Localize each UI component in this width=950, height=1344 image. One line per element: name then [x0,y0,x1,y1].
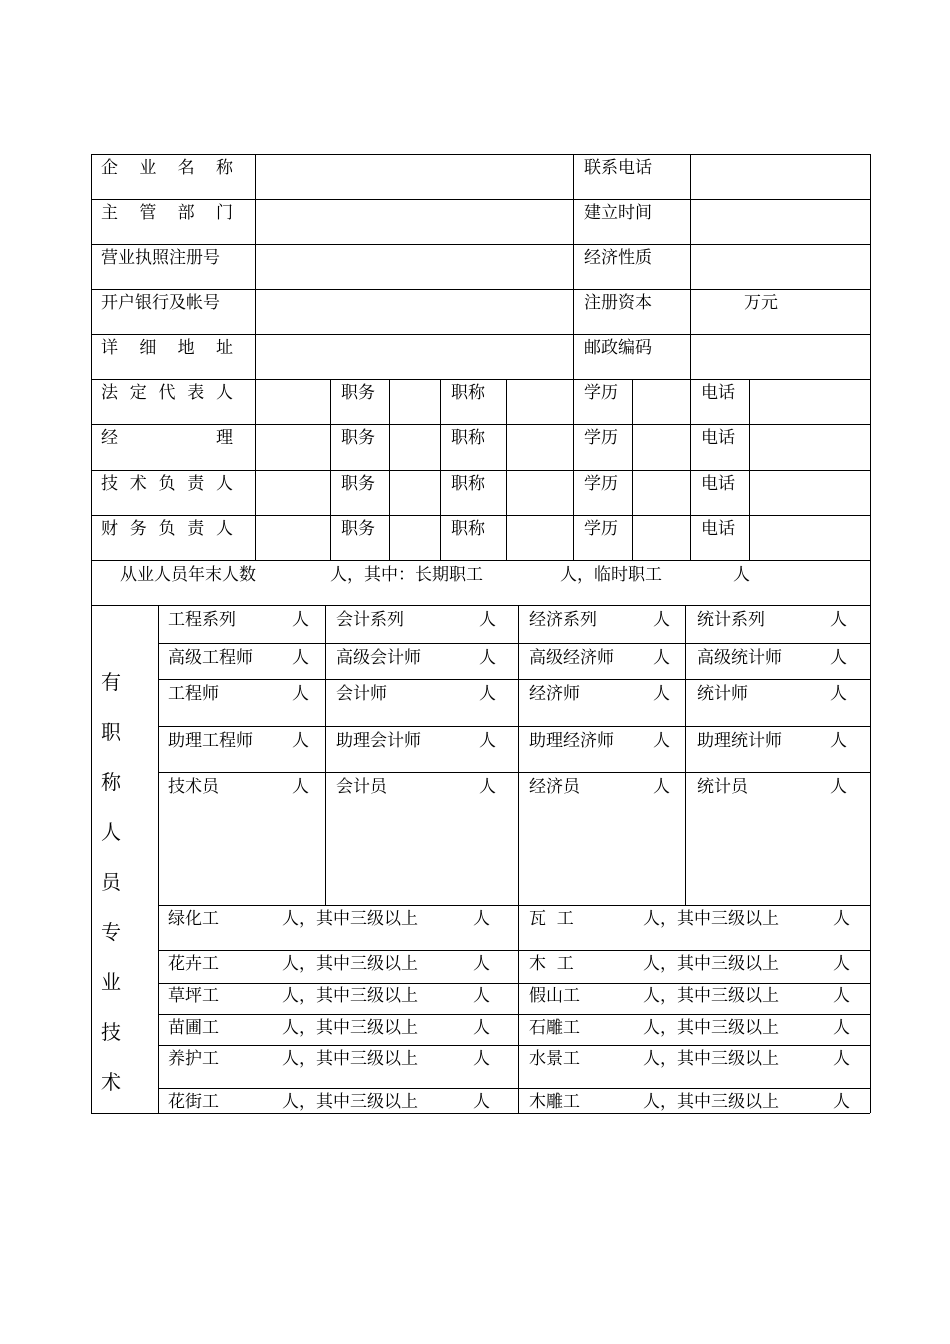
staff-total-label: 从业人员年末人数 [120,565,256,585]
basic-value-field[interactable] [256,245,572,288]
person-unit-label: 人 [479,648,496,668]
title-category-label: 经济系列 [529,610,597,630]
person-unit-label: 人 [653,610,670,630]
person-unit-label: 人 [653,648,670,668]
skill-level-label: 人，其中三级以上 [643,909,779,929]
title-category-label: 会计师 [336,684,387,704]
position-label: 职务 [341,383,375,403]
basic-right-field[interactable] [691,200,869,243]
address-label: 详 细 地 址 [101,338,233,358]
section-label-titled: 员 [101,870,121,894]
person-phone-label: 电话 [701,518,735,539]
position-label: 职务 [341,473,375,494]
person-unit-label: 人 [830,731,847,751]
table-rule [91,515,870,516]
basic-right-field[interactable] [691,245,869,288]
title-category-label: 经济师 [529,684,580,704]
table-rule [158,726,870,727]
table-rule [158,643,870,644]
skill-type-label: 苗圃工 [168,1018,219,1038]
title-category-label: 助理会计师 [336,731,421,751]
person-unit-label: 人 [833,954,850,974]
table-rule [158,605,870,606]
title-category-label: 会计员 [336,777,387,797]
postcode-label: 邮政编码 [584,338,652,358]
title-category-label: 高级会计师 [336,648,421,668]
person-phone-label: 电话 [701,383,735,403]
person-unit-label: 人 [292,777,309,797]
title-label: 职称 [451,518,485,539]
table-rule [158,1014,870,1015]
person-unit-label: 人 [473,986,490,1006]
economy-label: 经济性质 [584,248,652,268]
skill-level-label: 人，其中三级以上 [282,909,418,929]
person-unit-label: 人 [830,648,847,668]
basic-right-field[interactable] [691,335,869,378]
table-rule [158,983,870,984]
person-unit-label: 人 [473,1018,490,1038]
table-rule [158,1088,870,1089]
section-label-skill: 专 [101,920,121,944]
table-rule [325,605,326,905]
skill-level-label: 人，其中三级以上 [643,986,779,1006]
title-category-label: 统计员 [697,777,748,797]
skill-type-label: 养护工 [168,1049,219,1069]
skill-level-label: 人，其中三级以上 [282,1092,418,1112]
company-name-label: 企 业 名 称 [101,158,233,178]
staff-unit-label: 人 [733,565,750,585]
person-unit-label: 人 [479,777,496,797]
section-label-titled: 职 [101,720,121,744]
person-unit-label: 人 [473,1049,490,1069]
table-rule [158,772,870,773]
title-label: 职称 [451,383,485,403]
skill-type-label: 草坪工 [168,986,219,1006]
education-label: 学历 [584,383,618,403]
license-label: 营业执照注册号 [101,248,220,268]
table-rule [158,905,870,906]
table-rule [330,379,331,560]
table-rule [255,379,256,560]
table-rule [91,154,92,1113]
table-rule [870,154,871,1113]
section-label-skill: 术 [101,1070,121,1094]
person-role-label: 技 术 负 责 人 [101,473,233,494]
section-label-skill: 业 [101,970,121,994]
skill-type-label: 木雕工 [529,1092,580,1112]
table-rule [158,679,870,680]
skill-level-label: 人，其中三级以上 [643,1018,779,1038]
title-category-label: 会计系列 [336,610,404,630]
section-label-titled: 有 [101,670,121,694]
person-unit-label: 人 [653,777,670,797]
title-category-label: 统计师 [697,684,748,704]
skill-level-label: 人，其中三级以上 [282,986,418,1006]
person-unit-label: 人 [292,648,309,668]
skill-type-label: 木 工 [529,954,574,974]
capital-label: 注册资本 [584,293,652,313]
table-rule [506,379,507,560]
title-category-label: 助理工程师 [168,731,253,751]
section-label-skill: 技 [101,1020,121,1044]
person-unit-label: 人 [473,1092,490,1112]
title-category-label: 工程系列 [168,610,236,630]
title-label: 职称 [451,473,485,494]
table-rule [573,379,574,560]
table-rule [91,470,870,471]
founded-label: 建立时间 [584,203,652,223]
title-category-label: 统计系列 [697,610,765,630]
basic-value-field[interactable] [256,335,572,378]
basic-value-field[interactable] [256,155,572,198]
bank-account-label: 开户银行及帐号 [101,293,220,313]
staff-longterm-label: 人，其中：长期职工 [330,565,483,585]
title-label: 职称 [451,428,485,449]
table-rule [690,379,691,560]
person-role-label: 法 定 代 表 人 [101,383,233,403]
table-rule [440,379,441,560]
person-unit-label: 人 [473,954,490,974]
person-unit-label: 人 [292,684,309,704]
title-category-label: 助理统计师 [697,731,782,751]
table-rule [518,905,519,1113]
person-role-label: 财 务 负 责 人 [101,518,233,539]
skill-level-label: 人，其中三级以上 [282,954,418,974]
title-category-label: 高级工程师 [168,648,253,668]
department-label: 主 管 部 门 [101,203,233,223]
person-phone-label: 电话 [701,428,735,449]
table-rule [91,424,870,425]
person-unit-label: 人 [292,731,309,751]
section-label-titled: 人 [101,820,121,844]
table-rule [573,154,574,379]
basic-value-field[interactable] [256,200,572,243]
skill-type-label: 花街工 [168,1092,219,1112]
capital-unit-label: 万元 [744,293,778,313]
title-category-label: 高级统计师 [697,648,782,668]
person-unit-label: 人 [479,731,496,751]
skill-type-label: 花卉工 [168,954,219,974]
skill-type-label: 瓦 工 [529,909,574,929]
position-label: 职务 [341,428,375,449]
person-unit-label: 人 [830,684,847,704]
table-rule [91,379,870,380]
phone-label: 联系电话 [584,158,652,178]
title-category-label: 高级经济师 [529,648,614,668]
person-unit-label: 人 [653,731,670,751]
skill-type-label: 水景工 [529,1049,580,1069]
person-unit-label: 人 [653,684,670,704]
staff-temp-label: 人，临时职工 [560,565,662,585]
person-unit-label: 人 [292,610,309,630]
person-unit-label: 人 [479,610,496,630]
skill-type-label: 假山工 [529,986,580,1006]
basic-right-field[interactable] [691,155,869,198]
table-rule [389,379,390,560]
skill-level-label: 人，其中三级以上 [643,1092,779,1112]
person-unit-label: 人 [833,1049,850,1069]
table-rule [632,379,633,560]
table-rule [685,605,686,905]
basic-value-field[interactable] [256,290,572,333]
person-unit-label: 人 [833,1092,850,1112]
title-category-label: 助理经济师 [529,731,614,751]
position-label: 职务 [341,518,375,539]
skill-level-label: 人，其中三级以上 [643,954,779,974]
person-unit-label: 人 [830,610,847,630]
table-rule [158,950,870,951]
skill-level-label: 人，其中三级以上 [282,1049,418,1069]
table-rule [749,379,750,560]
section-label-titled: 称 [101,770,121,794]
education-label: 学历 [584,473,618,494]
skill-type-label: 绿化工 [168,909,219,929]
table-rule [91,1113,870,1114]
skill-level-label: 人，其中三级以上 [282,1018,418,1038]
person-unit-label: 人 [833,986,850,1006]
person-unit-label: 人 [479,684,496,704]
person-phone-label: 电话 [701,473,735,494]
skill-level-label: 人，其中三级以上 [643,1049,779,1069]
title-category-label: 经济员 [529,777,580,797]
person-role-label: 经 理 [101,428,233,449]
table-rule [158,605,159,1113]
education-label: 学历 [584,428,618,449]
skill-type-label: 石雕工 [529,1018,580,1038]
person-unit-label: 人 [833,1018,850,1038]
table-rule [158,1045,870,1046]
education-label: 学历 [584,518,618,539]
person-unit-label: 人 [473,909,490,929]
person-unit-label: 人 [833,909,850,929]
person-unit-label: 人 [830,777,847,797]
title-category-label: 技术员 [168,777,219,797]
table-rule [91,560,870,561]
title-category-label: 工程师 [168,684,219,704]
table-rule [518,605,519,905]
